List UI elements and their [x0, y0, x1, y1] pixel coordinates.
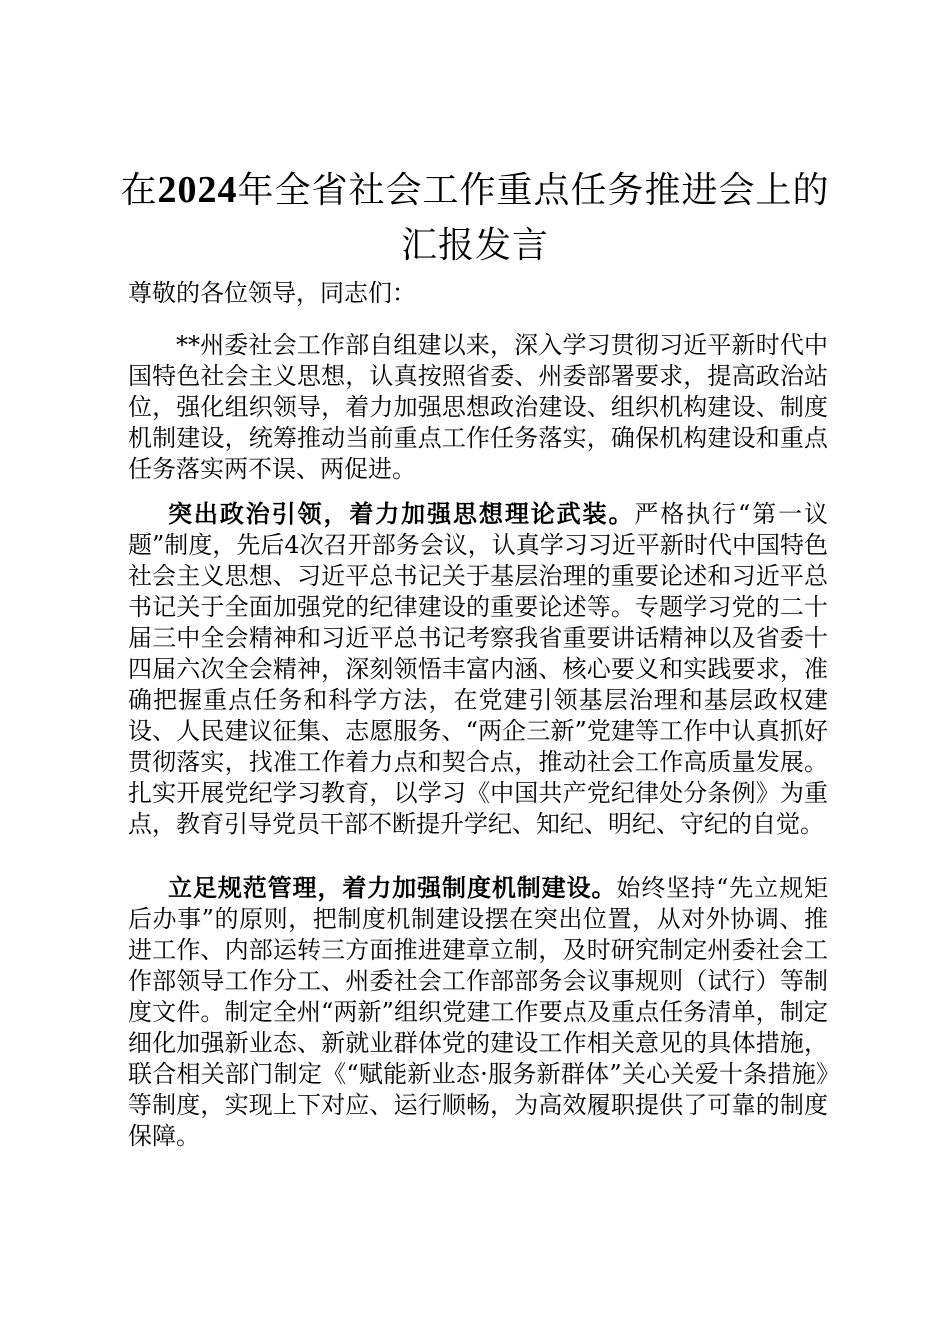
- section-institutional-mechanism: [128, 872, 828, 1152]
- paragraph-text: **州委社会工作部自组建以来，深入学习贯彻习近平新时代中国特色社会主义思想，认真按照省委、州委部署要求，提高政治站位，强化组织领导，着力加强思想政治建设、组织机构建设、制度机制建设，统筹推动当前重点工作任务落实，确保机构建设和重点任务落实两不误、两促进。: [128, 331, 828, 483]
- title-prefix: 在: [120, 170, 158, 211]
- intro-paragraph: [128, 330, 828, 485]
- title-year: 2024: [157, 169, 238, 211]
- title-line2: 汇报发言: [400, 225, 549, 266]
- paragraph-text: 始终坚持“先立规矩后办事”的原则，把制度机制建设摆在突出位置，从对外协调、推进工作、内部运转三方面推进建章立制，及时研究制定州委社会工作部领导工作分工、州委社会工作部部务会议事规则（试行）等制度文件。制定全州“两新”组织党建工作要点及重点任务清单，制定细化加强新业态、新就业群体党的建设工作相关意见的具体措施，联合相关部门制定《“赋能新业态·服务新群体”关心关爱十条措施》等制度，实现上下对应、运行顺畅，为高效履职提供了可靠的制度保障。: [128, 874, 828, 1150]
- section-political-guidance: [128, 498, 828, 840]
- document-title: [110, 163, 840, 273]
- salutation: 尊敬的各位领导，同志们：: [128, 279, 416, 307]
- title-line1-rest: 年全省社会工作重点任务推进会上的: [237, 170, 830, 211]
- paragraph-text: 严格执行“第一议题”制度，先后4次召开部务会议，认真学习习近平新时代中国特色社会主义思想、习近平总书记关于基层治理的重要论述和习近平总书记关于全面加强党的纪律建设的重要论述等。专题学习党的二十届三中全会精神和习近平总书记考察我省重要讲话精神以及省委十四届六次全会精神，深刻领悟丰富内涵、核心要义和实践要求，准确把握重点任务和科学方法，在党建引领基层治理和基层政权建设、人民建议征集、志愿服务、“两企三新”党建等工作中认真抓好贯彻落实，找准工作着力点和契合点，推动社会工作高质量发展。扎实开展党纪学习教育，以学习《中国共产党纪律处分条例》为重点，教育引导党员干部不断提升学纪、知纪、明纪、守纪的自觉。: [128, 500, 828, 838]
- section-heading: 立足规范管理，着力加强制度机制建设。: [168, 873, 617, 902]
- section-heading: 突出政治引领，着力加强思想理论武装。: [168, 499, 635, 528]
